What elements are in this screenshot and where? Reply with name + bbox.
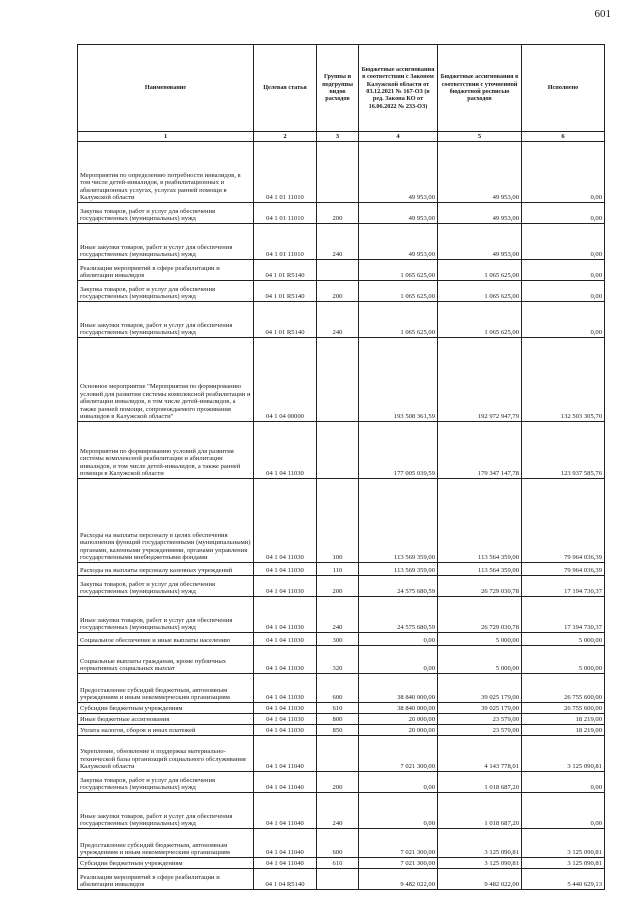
table-body: [78, 142, 605, 890]
table-row: [78, 674, 605, 703]
table-row: [78, 338, 605, 422]
row-law-allocation: 0,00: [359, 793, 438, 829]
row-target-article: 04 1 04 11040: [254, 736, 317, 772]
row-law-allocation: 1 065 625,00: [359, 260, 438, 281]
row-expense-group: 240: [317, 597, 359, 633]
row-refined-allocation: 49 953,00: [438, 203, 522, 224]
row-expense-group: 240: [317, 302, 359, 338]
header-law-allocations: Бюджетные ассигнования в соответствии с Законом Калужской области от 03.12.2021 № 167-ОЗ (в ред. Закона КО от 16.06.2022 № 233-ОЗ): [359, 45, 438, 132]
row-executed: 79 964 036,39: [522, 563, 605, 576]
row-refined-allocation: 3 125 090,81: [438, 858, 522, 869]
header-expense-groups: Группы и подгруппы видов расходов: [317, 45, 359, 132]
row-name: Расходы на выплаты персоналу в целях обеспечения выполнения функций государственными (муниципальными) органами, казенными учреждениями, органами управления государственными внебюджетными фондами: [78, 479, 254, 563]
row-executed: 0,00: [522, 260, 605, 281]
row-refined-allocation: 9 482 022,00: [438, 869, 522, 890]
row-target-article: 04 1 04 11040: [254, 772, 317, 793]
row-law-allocation: 0,00: [359, 772, 438, 793]
row-name: Закупка товаров, работ и услуг для обеспечения государственных (муниципальных) нужд: [78, 281, 254, 302]
row-executed: 5 000,00: [522, 646, 605, 674]
row-expense-group: 600: [317, 829, 359, 858]
row-refined-allocation: 1 018 687,20: [438, 772, 522, 793]
column-number: 3: [317, 132, 359, 142]
table-row: [78, 576, 605, 597]
row-target-article: 04 1 04 11030: [254, 674, 317, 703]
row-law-allocation: 49 953,00: [359, 224, 438, 260]
row-target-article: 04 1 04 11040: [254, 829, 317, 858]
column-number: 5: [438, 132, 522, 142]
row-name: Мероприятия по формированию условий для развития системы комплексной реабилитации и абилитации инвалидов, в том числе детей-инвалидов, а также ранней помощи в Калужской области: [78, 422, 254, 479]
row-executed: 0,00: [522, 772, 605, 793]
row-refined-allocation: 179 347 147,78: [438, 422, 522, 479]
row-name: Иные бюджетные ассигнования: [78, 714, 254, 725]
row-law-allocation: 24 575 680,59: [359, 597, 438, 633]
row-target-article: 04 1 04 11030: [254, 714, 317, 725]
row-law-allocation: 1 065 625,00: [359, 281, 438, 302]
row-expense-group: 800: [317, 714, 359, 725]
row-law-allocation: 7 021 300,00: [359, 829, 438, 858]
table-row: [78, 203, 605, 224]
row-target-article: 04 1 04 11030: [254, 597, 317, 633]
row-target-article: 04 1 04 11030: [254, 646, 317, 674]
row-law-allocation: 193 508 361,59: [359, 338, 438, 422]
row-executed: 3 125 090,81: [522, 829, 605, 858]
row-name: Субсидии бюджетным учреждениям: [78, 858, 254, 869]
row-law-allocation: 49 953,00: [359, 203, 438, 224]
table-row: [78, 224, 605, 260]
row-executed: 3 125 090,81: [522, 858, 605, 869]
row-law-allocation: 20 000,00: [359, 714, 438, 725]
row-expense-group: [317, 338, 359, 422]
row-executed: 0,00: [522, 142, 605, 203]
row-law-allocation: 38 840 000,00: [359, 703, 438, 714]
row-target-article: 04 1 01 R5140: [254, 281, 317, 302]
row-executed: 3 125 090,81: [522, 736, 605, 772]
row-name: Реализация мероприятий в сфере реабилитации и абилитации инвалидов: [78, 260, 254, 281]
row-refined-allocation: 23 579,00: [438, 714, 522, 725]
row-name: Иные закупки товаров, работ и услуг для обеспечения государственных (муниципальных) нужд: [78, 597, 254, 633]
row-law-allocation: 49 953,00: [359, 142, 438, 203]
row-executed: 17 194 730,37: [522, 597, 605, 633]
header-target-article: Целевая статья: [254, 45, 317, 132]
row-name: Закупка товаров, работ и услуг для обеспечения государственных (муниципальных) нужд: [78, 576, 254, 597]
row-executed: 5 000,00: [522, 633, 605, 646]
table-row: [78, 479, 605, 563]
row-expense-group: 200: [317, 281, 359, 302]
row-expense-group: 110: [317, 563, 359, 576]
row-refined-allocation: 4 143 778,01: [438, 736, 522, 772]
row-executed: 5 440 629,13: [522, 869, 605, 890]
row-expense-group: 200: [317, 203, 359, 224]
row-name: Реализация мероприятий в сфере реабилитации и абилитации инвалидов: [78, 869, 254, 890]
table-row: [78, 563, 605, 576]
row-law-allocation: 0,00: [359, 633, 438, 646]
row-law-allocation: 113 569 359,00: [359, 479, 438, 563]
row-refined-allocation: 1 065 625,00: [438, 281, 522, 302]
row-target-article: 04 1 01 R5140: [254, 302, 317, 338]
column-number: 1: [78, 132, 254, 142]
row-name: Укрепление, обновление и поддержка материально-технической базы организаций социального обслуживания Калужской области: [78, 736, 254, 772]
row-executed: 0,00: [522, 793, 605, 829]
row-target-article: 04 1 01 11010: [254, 203, 317, 224]
row-target-article: 04 1 04 11030: [254, 576, 317, 597]
row-expense-group: 610: [317, 858, 359, 869]
row-name: Предоставление субсидий бюджетным, автономным учреждениям и иным некоммерческим организациям: [78, 829, 254, 858]
row-target-article: 04 1 04 11030: [254, 703, 317, 714]
row-target-article: 04 1 01 11010: [254, 142, 317, 203]
row-refined-allocation: 113 564 359,00: [438, 563, 522, 576]
row-executed: 0,00: [522, 302, 605, 338]
row-law-allocation: 24 575 680,59: [359, 576, 438, 597]
row-executed: 18 219,00: [522, 725, 605, 736]
header-refined-allocations: Бюджетные ассигнования в соответствии с уточненной бюджетной росписью расходов: [438, 45, 522, 132]
row-law-allocation: 177 005 039,59: [359, 422, 438, 479]
row-executed: 0,00: [522, 203, 605, 224]
row-target-article: 04 1 04 00000: [254, 338, 317, 422]
row-name: Социальное обеспечение и иные выплаты населению: [78, 633, 254, 646]
row-refined-allocation: 5 000,00: [438, 646, 522, 674]
header-name: Наименование: [78, 45, 254, 132]
table-row: [78, 703, 605, 714]
row-expense-group: 240: [317, 224, 359, 260]
row-expense-group: 200: [317, 576, 359, 597]
row-name: Мероприятия по определению потребности инвалидов, в том числе детей-инвалидов, в реабилитационных и абилитационных услугах, услугах ранней помощи в Калужской области: [78, 142, 254, 203]
row-name: Иные закупки товаров, работ и услуг для обеспечения государственных (муниципальных) нужд: [78, 224, 254, 260]
row-law-allocation: 7 021 300,00: [359, 736, 438, 772]
row-refined-allocation: 49 953,00: [438, 142, 522, 203]
page-number: 601: [594, 8, 611, 20]
table-row: [78, 142, 605, 203]
row-expense-group: 600: [317, 674, 359, 703]
row-expense-group: 240: [317, 793, 359, 829]
table-row: [78, 302, 605, 338]
budget-table: [77, 44, 605, 890]
row-executed: 0,00: [522, 281, 605, 302]
row-refined-allocation: 5 000,00: [438, 633, 522, 646]
row-refined-allocation: 49 953,00: [438, 224, 522, 260]
row-refined-allocation: 39 025 179,00: [438, 703, 522, 714]
row-expense-group: 100: [317, 479, 359, 563]
row-law-allocation: 9 482 022,00: [359, 869, 438, 890]
table-row: [78, 422, 605, 479]
row-refined-allocation: 39 025 179,00: [438, 674, 522, 703]
table-row: [78, 597, 605, 633]
row-expense-group: [317, 736, 359, 772]
row-expense-group: 850: [317, 725, 359, 736]
row-name: Расходы на выплаты персоналу казенных учреждений: [78, 563, 254, 576]
row-target-article: 04 1 04 11030: [254, 479, 317, 563]
row-law-allocation: 7 021 300,00: [359, 858, 438, 869]
table-row: [78, 772, 605, 793]
table-row: [78, 829, 605, 858]
row-executed: 0,00: [522, 224, 605, 260]
row-name: Субсидии бюджетным учреждениям: [78, 703, 254, 714]
row-expense-group: [317, 422, 359, 479]
row-target-article: 04 1 04 11030: [254, 422, 317, 479]
row-target-article: 04 1 04 11040: [254, 858, 317, 869]
header-executed: Исполнено: [522, 45, 605, 132]
row-executed: 123 937 585,76: [522, 422, 605, 479]
table-row: [78, 646, 605, 674]
row-name: Закупка товаров, работ и услуг для обеспечения государственных (муниципальных) нужд: [78, 203, 254, 224]
row-expense-group: [317, 869, 359, 890]
row-refined-allocation: 26 729 030,78: [438, 597, 522, 633]
row-executed: 26 755 600,00: [522, 674, 605, 703]
header-row: [78, 45, 605, 132]
row-name: Основное мероприятие "Мероприятия по формированию условий для развития системы комплексной реабилитации и абилитации инвалидов, в том числе детей-инвалидов, а также ранней помощи, сопровождаемого проживания инвалидов в Калужской области": [78, 338, 254, 422]
row-target-article: 04 1 04 11030: [254, 563, 317, 576]
column-number: 4: [359, 132, 438, 142]
column-number: 2: [254, 132, 317, 142]
row-refined-allocation: 192 972 947,79: [438, 338, 522, 422]
row-name: Закупка товаров, работ и услуг для обеспечения государственных (муниципальных) нужд: [78, 772, 254, 793]
row-name: Иные закупки товаров, работ и услуг для обеспечения государственных (муниципальных) нужд: [78, 302, 254, 338]
row-expense-group: [317, 260, 359, 281]
row-law-allocation: 1 065 625,00: [359, 302, 438, 338]
table-row: [78, 281, 605, 302]
column-number-row: [78, 132, 605, 142]
row-target-article: 04 1 01 11010: [254, 224, 317, 260]
row-name: Иные закупки товаров, работ и услуг для обеспечения государственных (муниципальных) нужд: [78, 793, 254, 829]
row-expense-group: 300: [317, 633, 359, 646]
row-executed: 17 194 730,37: [522, 576, 605, 597]
row-refined-allocation: 26 729 030,78: [438, 576, 522, 597]
table-row: [78, 869, 605, 890]
row-target-article: 04 1 04 11040: [254, 793, 317, 829]
row-name: Уплата налогов, сборов и иных платежей: [78, 725, 254, 736]
table-row: [78, 260, 605, 281]
row-target-article: 04 1 04 11030: [254, 633, 317, 646]
row-refined-allocation: 1 065 625,00: [438, 260, 522, 281]
row-refined-allocation: 1 065 625,00: [438, 302, 522, 338]
row-expense-group: 200: [317, 772, 359, 793]
table-row: [78, 725, 605, 736]
row-target-article: 04 1 04 11030: [254, 725, 317, 736]
row-law-allocation: 0,00: [359, 646, 438, 674]
row-executed: 132 503 305,70: [522, 338, 605, 422]
row-expense-group: 320: [317, 646, 359, 674]
row-refined-allocation: 3 125 090,81: [438, 829, 522, 858]
row-target-article: 04 1 01 R5140: [254, 260, 317, 281]
row-executed: 18 219,00: [522, 714, 605, 725]
row-name: Социальные выплаты гражданам, кроме публичных нормативных социальных выплат: [78, 646, 254, 674]
row-law-allocation: 38 840 000,00: [359, 674, 438, 703]
row-refined-allocation: 1 018 687,20: [438, 793, 522, 829]
row-refined-allocation: 23 579,00: [438, 725, 522, 736]
row-refined-allocation: 113 564 359,00: [438, 479, 522, 563]
row-law-allocation: 20 000,00: [359, 725, 438, 736]
table-row: [78, 633, 605, 646]
column-number: 6: [522, 132, 605, 142]
row-expense-group: 610: [317, 703, 359, 714]
row-expense-group: [317, 142, 359, 203]
row-law-allocation: 113 569 359,00: [359, 563, 438, 576]
table-row: [78, 793, 605, 829]
table-row: [78, 858, 605, 869]
table-row: [78, 714, 605, 725]
row-executed: 79 964 036,39: [522, 479, 605, 563]
row-executed: 26 755 600,00: [522, 703, 605, 714]
table-row: [78, 736, 605, 772]
row-name: Предоставление субсидий бюджетным, автономным учреждениям и иным некоммерческим организациям: [78, 674, 254, 703]
row-target-article: 04 1 04 R5140: [254, 869, 317, 890]
